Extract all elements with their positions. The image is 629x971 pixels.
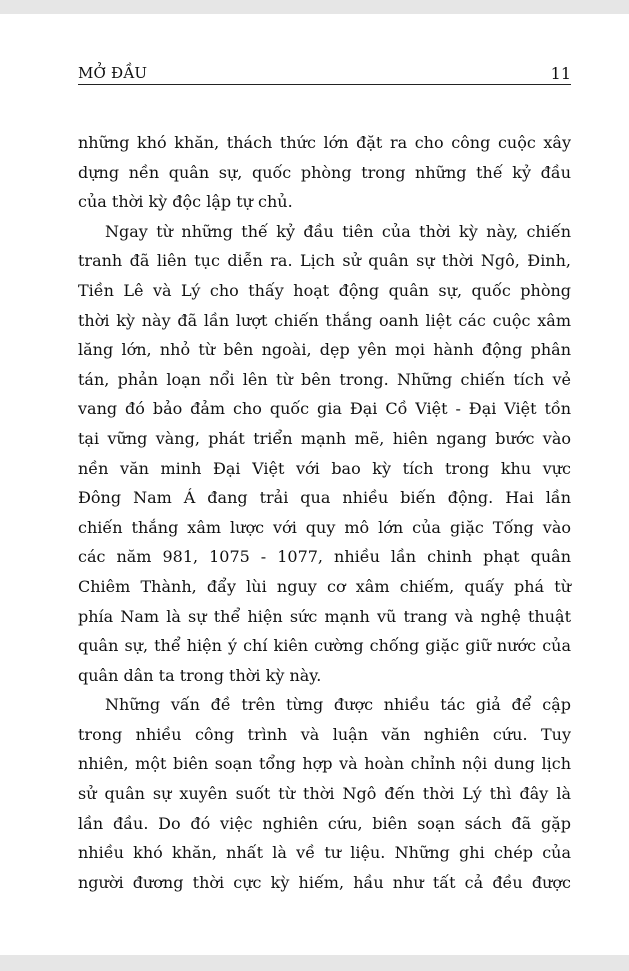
text-line: nhiều khó khăn, nhất là về tư liệu. Những ghi chép của (78, 843, 571, 863)
text-line: quân sự, thể hiện ý chí kiên cường chống giặc giữ nước của (78, 636, 571, 656)
text-line: tranh đã liên tục diễn ra. Lịch sử quân sự thời Ngô, Đinh, (78, 251, 571, 271)
text-line: những khó khăn, thách thức lớn đặt ra cho công cuộc xây (78, 133, 571, 152)
text-line: Tiền Lê và Lý cho thấy hoạt động quân sự, quốc phòng (78, 280, 571, 300)
paragraph-1 (78, 128, 571, 217)
text-line: Ngay từ những thế kỷ đầu tiên của thời kỳ này, chiến (105, 221, 571, 241)
text-line: Đông Nam Á đang trải qua nhiều biến động. Hai lần (78, 488, 571, 508)
text-line: quân dân ta trong thời kỳ này. (78, 665, 322, 685)
text-line: nền văn minh Đại Việt với bao kỳ tích trong khu vực (78, 458, 571, 478)
text-line: vang đó bảo đảm cho quốc gia Đại Cồ Việt - Đại Việt tồn (78, 399, 571, 419)
text-line: các năm 981, 1075 - 1077, nhiều lần chinh phạt quân (78, 547, 571, 567)
text-line: của thời kỳ độc lập tự chủ. (78, 192, 293, 212)
paragraph-2 (78, 217, 571, 691)
text-line: Những vấn đề trên từng được nhiều tác giả để cập (105, 695, 571, 715)
body-text (78, 128, 571, 897)
text-line: lăng lớn, nhỏ từ bên ngoài, dẹp yên mọi hành động phân (78, 340, 571, 360)
running-title: MỞ ĐẦU (78, 64, 148, 82)
text-line: thời kỳ này đã lần lượt chiến thắng oanh liệt các cuộc xâm (78, 310, 571, 330)
page-number: 11 (550, 64, 571, 83)
text-line: tán, phản loạn nổi lên từ bên trong. Những chiến tích vẻ (78, 369, 571, 389)
text-line: chiến thắng xâm lược với quy mô lớn của giặc Tống vào (78, 517, 571, 537)
text-line: trong nhiều công trình và luận văn nghiên cứu. Tuy (78, 724, 571, 744)
text-line: sử quân sự xuyên suốt từ thời Ngô đến thời Lý thì đây là (78, 784, 571, 804)
text-line: nhiên, một biên soạn tổng hợp và hoàn chỉnh nội dung lịch (78, 754, 571, 774)
text-line: dựng nền quân sự, quốc phòng trong những thế kỷ đầu (78, 162, 571, 182)
paragraph-3 (78, 690, 571, 897)
text-line: người đương thời cực kỳ hiếm, hầu như tất cả đều được (78, 872, 571, 892)
text-line: Chiêm Thành, đẩy lùi nguy cơ xâm chiếm, quấy phá từ (78, 576, 571, 596)
text-line: phía Nam là sự thể hiện sức mạnh vũ trang và nghệ thuật (78, 606, 571, 626)
running-header (78, 64, 571, 85)
text-line: lần đầu. Do đó việc nghiên cứu, biên soạn sách đã gặp (78, 813, 571, 833)
text-line: tại vững vàng, phát triển mạnh mẽ, hiên ngang bước vào (78, 428, 571, 448)
